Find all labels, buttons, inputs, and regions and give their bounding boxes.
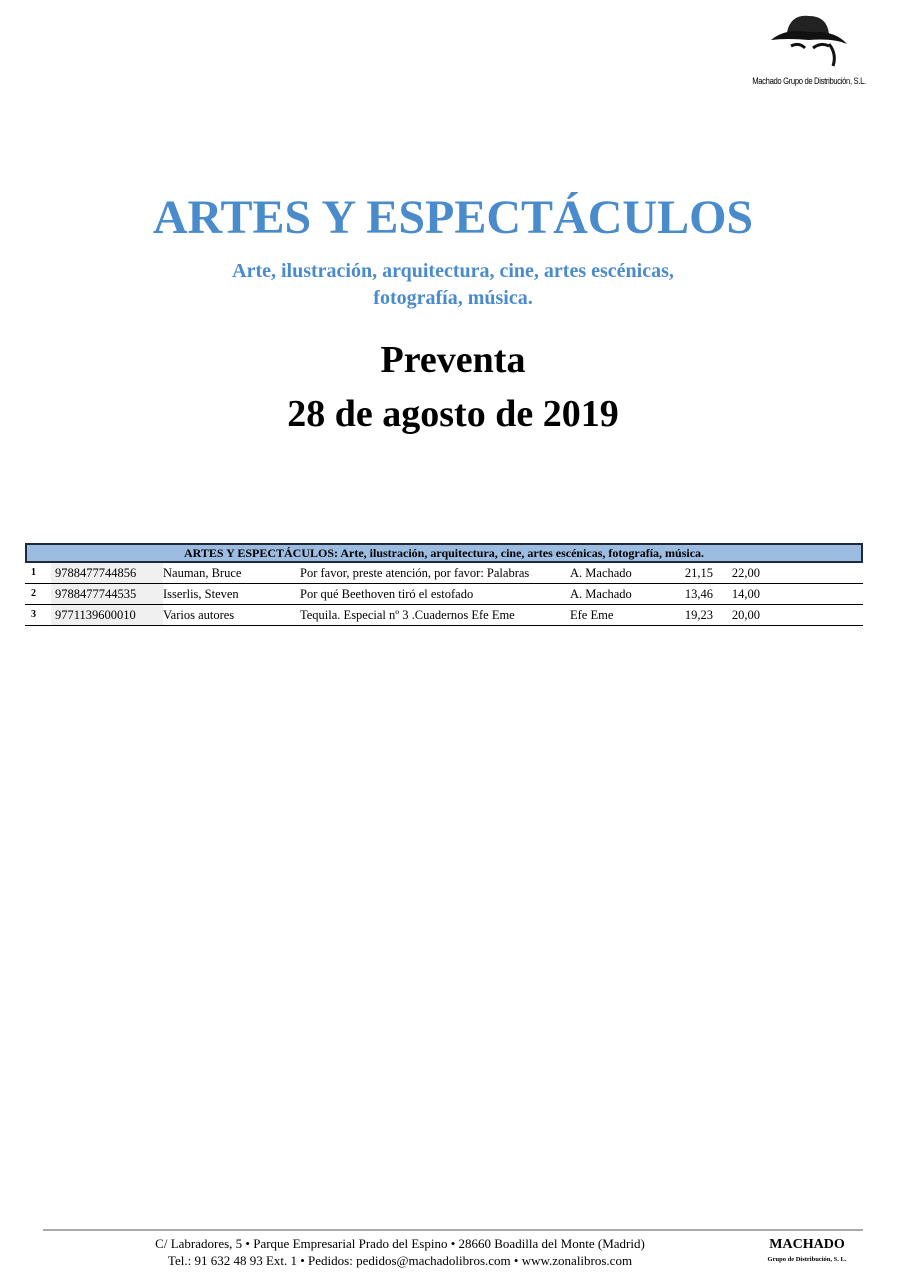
cell-price: 20,00 [731, 608, 760, 622]
cell-num: 3 [31, 609, 36, 620]
cell-price-net: 21,15 [684, 566, 713, 580]
company-logo [735, 10, 883, 92]
cell-publisher: A. Machado [570, 566, 632, 580]
table-row [25, 605, 863, 626]
cell-price: 22,00 [731, 566, 760, 580]
contact-text: Tel.: 91 632 48 93 Ext. 1 • Pedidos: pedidos@machadolibros.com • www.zonalibros.com [167, 1253, 633, 1268]
table-row [25, 584, 863, 605]
cell-isbn: 9788477744856 [51, 563, 163, 583]
cell-author: Isserlis, Steven [163, 587, 239, 601]
cell-price: 14,00 [731, 587, 760, 601]
cell-isbn: 9788477744535 [51, 584, 163, 604]
presale-heading [0, 333, 906, 441]
table-header: ARTES Y ESPECTÁCULOS: Arte, ilustración, arquitectura, cine, artes escénicas, fotografía, música. [25, 543, 863, 563]
footer-brand: MACHADO [769, 1237, 845, 1252]
cell-title: Tequila. Especial nº 3 .Cuadernos Efe Eme [300, 608, 515, 622]
address-text: C/ Labradores, 5 • Parque Empresarial Prado del Espino • 28660 Boadilla del Monte (Madrid) [155, 1236, 645, 1251]
presale-date: 28 de agosto de 2019 [287, 393, 619, 435]
cell-price-net: 13,46 [684, 587, 713, 601]
cell-publisher: Efe Eme [570, 608, 614, 622]
page-subtitle [150, 258, 756, 312]
footer-divider [43, 1229, 863, 1231]
cell-author: Nauman, Bruce [163, 566, 242, 580]
subtitle-line: fotografía, música. [373, 287, 533, 309]
cell-price-net: 19,23 [684, 608, 713, 622]
table-row [25, 563, 863, 584]
cell-title: Por favor, preste atención, por favor: Palabras [300, 566, 530, 580]
cell-num: 1 [31, 567, 36, 578]
footer-brand-sub: Grupo de Distribución, S. L. [767, 1256, 847, 1263]
cell-author: Varios autores [163, 608, 235, 622]
page-title: ARTES Y ESPECTÁCULOS [152, 191, 754, 244]
presale-label: Preventa [380, 339, 526, 381]
logo-text: Machado Grupo de Distribución, S.L. [752, 76, 866, 86]
footer-address [60, 1235, 740, 1269]
cell-publisher: A. Machado [570, 587, 632, 601]
subtitle-line: Arte, ilustración, arquitectura, cine, artes escénicas, [232, 260, 674, 282]
cell-title: Por qué Beethoven tiró el estofado [300, 587, 474, 601]
book-table [25, 543, 863, 626]
cell-num: 2 [31, 588, 36, 599]
cell-isbn: 9771139600010 [51, 605, 163, 625]
hat-man-icon [735, 10, 883, 76]
